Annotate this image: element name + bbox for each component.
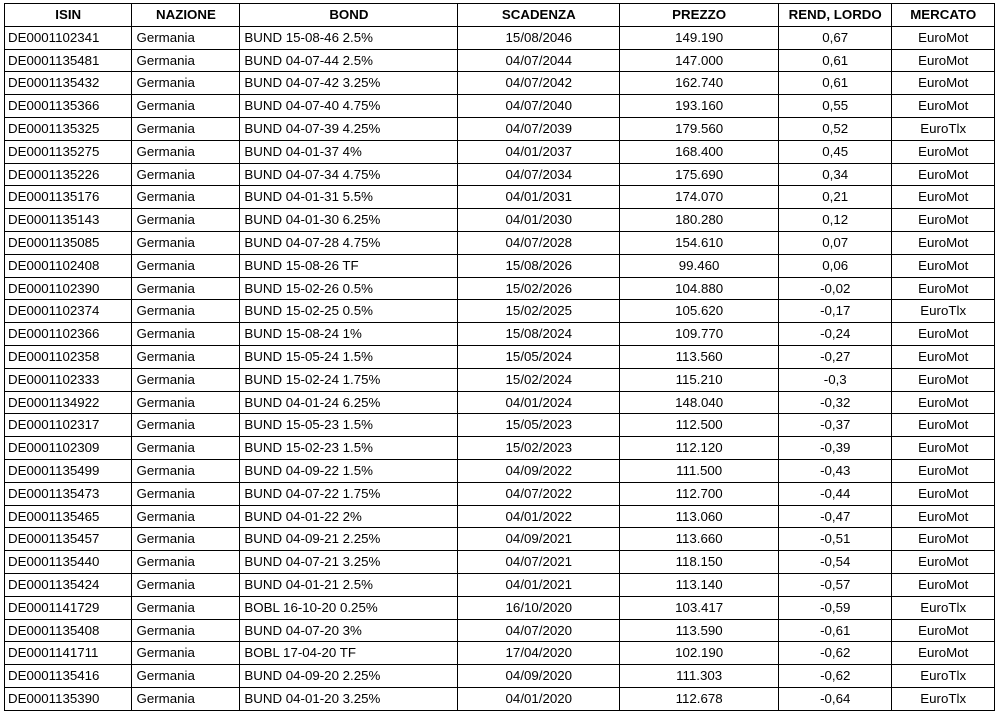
cell-prezzo[interactable]: 113.560	[620, 345, 779, 368]
cell-mercato[interactable]: EuroTlx	[892, 665, 995, 688]
cell-scadenza[interactable]: 15/08/2026	[458, 254, 620, 277]
cell-prezzo[interactable]: 149.190	[620, 26, 779, 49]
cell-prezzo[interactable]: 99.460	[620, 254, 779, 277]
cell-isin[interactable]: DE0001135432	[5, 72, 132, 95]
cell-prezzo[interactable]: 175.690	[620, 163, 779, 186]
table-row	[5, 596, 995, 619]
cell-bond[interactable]: BUND 04-01-31 5.5%	[240, 186, 458, 209]
cell-bond[interactable]: BUND 04-01-20 3.25%	[240, 687, 458, 710]
table-row	[5, 528, 995, 551]
table-row	[5, 117, 995, 140]
cell-prezzo[interactable]: 118.150	[620, 551, 779, 574]
cell-prezzo[interactable]: 179.560	[620, 117, 779, 140]
cell-nazione[interactable]: Germania	[132, 277, 240, 300]
cell-isin[interactable]: DE0001102333	[5, 368, 132, 391]
cell-prezzo[interactable]: 111.500	[620, 459, 779, 482]
cell-mercato[interactable]: EuroMot	[892, 368, 995, 391]
cell-nazione[interactable]: Germania	[132, 117, 240, 140]
cell-isin[interactable]: DE0001135275	[5, 140, 132, 163]
cell-nazione[interactable]: Germania	[132, 482, 240, 505]
cell-prezzo[interactable]: 113.590	[620, 619, 779, 642]
cell-prezzo[interactable]: 111.303	[620, 665, 779, 688]
cell-prezzo[interactable]: 193.160	[620, 95, 779, 118]
cell-scadenza[interactable]: 04/01/2022	[458, 505, 620, 528]
cell-rend[interactable]: 0,55	[779, 95, 892, 118]
cell-mercato[interactable]: EuroMot	[892, 26, 995, 49]
cell-rend[interactable]: -0,43	[779, 459, 892, 482]
table-row	[5, 619, 995, 642]
cell-isin[interactable]: DE0001102374	[5, 300, 132, 323]
cell-scadenza[interactable]: 04/07/2040	[458, 95, 620, 118]
cell-isin[interactable]: DE0001141711	[5, 642, 132, 665]
cell-rend[interactable]: -0,32	[779, 391, 892, 414]
cell-isin[interactable]: DE0001135366	[5, 95, 132, 118]
cell-scadenza[interactable]: 04/07/2039	[458, 117, 620, 140]
cell-prezzo[interactable]: 112.120	[620, 437, 779, 460]
cell-scadenza[interactable]: 15/02/2025	[458, 300, 620, 323]
cell-mercato[interactable]: EuroMot	[892, 459, 995, 482]
cell-rend[interactable]: -0,54	[779, 551, 892, 574]
cell-rend[interactable]: -0,57	[779, 573, 892, 596]
cell-nazione[interactable]: Germania	[132, 505, 240, 528]
table-row	[5, 551, 995, 574]
table-row	[5, 72, 995, 95]
cell-prezzo[interactable]: 113.140	[620, 573, 779, 596]
cell-mercato[interactable]: EuroMot	[892, 573, 995, 596]
cell-mercato[interactable]: EuroMot	[892, 186, 995, 209]
cell-scadenza[interactable]: 04/07/2034	[458, 163, 620, 186]
cell-isin[interactable]: DE0001135176	[5, 186, 132, 209]
cell-rend[interactable]: -0,17	[779, 300, 892, 323]
cell-scadenza[interactable]: 15/05/2024	[458, 345, 620, 368]
cell-isin[interactable]: DE0001135499	[5, 459, 132, 482]
table-row	[5, 209, 995, 232]
table-row	[5, 414, 995, 437]
cell-mercato[interactable]: EuroMot	[892, 345, 995, 368]
cell-isin[interactable]: DE0001135416	[5, 665, 132, 688]
cell-bond[interactable]: BUND 15-02-26 0.5%	[240, 277, 458, 300]
cell-scadenza[interactable]: 15/02/2026	[458, 277, 620, 300]
table-row	[5, 323, 995, 346]
cell-rend[interactable]: -0,62	[779, 642, 892, 665]
cell-rend[interactable]: -0,37	[779, 414, 892, 437]
cell-scadenza[interactable]: 04/01/2021	[458, 573, 620, 596]
cell-scadenza[interactable]: 15/08/2046	[458, 26, 620, 49]
cell-bond[interactable]: BUND 04-09-22 1.5%	[240, 459, 458, 482]
cell-bond[interactable]: BUND 04-01-24 6.25%	[240, 391, 458, 414]
cell-rend[interactable]: -0,59	[779, 596, 892, 619]
cell-scadenza[interactable]: 04/01/2037	[458, 140, 620, 163]
table-row	[5, 95, 995, 118]
cell-scadenza[interactable]: 04/01/2031	[458, 186, 620, 209]
cell-isin[interactable]: DE0001135226	[5, 163, 132, 186]
cell-scadenza[interactable]: 04/07/2020	[458, 619, 620, 642]
cell-isin[interactable]: DE0001102358	[5, 345, 132, 368]
header-rend-lordo: REND, LORDO	[779, 4, 892, 27]
cell-rend[interactable]: 0,67	[779, 26, 892, 49]
cell-rend[interactable]: -0,3	[779, 368, 892, 391]
cell-bond[interactable]: BUND 04-07-39 4.25%	[240, 117, 458, 140]
cell-nazione[interactable]: Germania	[132, 345, 240, 368]
cell-nazione[interactable]: Germania	[132, 687, 240, 710]
cell-isin[interactable]: DE0001102317	[5, 414, 132, 437]
cell-prezzo[interactable]: 112.678	[620, 687, 779, 710]
cell-bond[interactable]: BUND 15-02-24 1.75%	[240, 368, 458, 391]
cell-nazione[interactable]: Germania	[132, 573, 240, 596]
cell-prezzo[interactable]: 147.000	[620, 49, 779, 72]
cell-prezzo[interactable]: 115.210	[620, 368, 779, 391]
cell-nazione[interactable]: Germania	[132, 368, 240, 391]
cell-bond[interactable]: BOBL 17-04-20 TF	[240, 642, 458, 665]
header-prezzo: PREZZO	[620, 4, 779, 27]
cell-rend[interactable]: -0,64	[779, 687, 892, 710]
cell-nazione[interactable]: Germania	[132, 254, 240, 277]
cell-rend[interactable]: 0,61	[779, 49, 892, 72]
cell-rend[interactable]: 0,61	[779, 72, 892, 95]
cell-bond[interactable]: BUND 15-05-24 1.5%	[240, 345, 458, 368]
table-row	[5, 687, 995, 710]
cell-isin[interactable]: DE0001102390	[5, 277, 132, 300]
cell-scadenza[interactable]: 15/05/2023	[458, 414, 620, 437]
cell-nazione[interactable]: Germania	[132, 95, 240, 118]
cell-mercato[interactable]: EuroMot	[892, 414, 995, 437]
cell-isin[interactable]: DE0001135457	[5, 528, 132, 551]
cell-isin[interactable]: DE0001102366	[5, 323, 132, 346]
table-row	[5, 459, 995, 482]
cell-bond[interactable]: BUND 04-01-22 2%	[240, 505, 458, 528]
cell-bond[interactable]: BUND 04-07-44 2.5%	[240, 49, 458, 72]
cell-rend[interactable]: -0,62	[779, 665, 892, 688]
cell-nazione[interactable]: Germania	[132, 619, 240, 642]
cell-isin[interactable]: DE0001135408	[5, 619, 132, 642]
cell-rend[interactable]: 0,12	[779, 209, 892, 232]
cell-mercato[interactable]: EuroMot	[892, 323, 995, 346]
cell-isin[interactable]: DE0001141729	[5, 596, 132, 619]
cell-bond[interactable]: BUND 15-02-23 1.5%	[240, 437, 458, 460]
table-row	[5, 665, 995, 688]
table-row	[5, 482, 995, 505]
cell-bond[interactable]: BUND 15-08-46 2.5%	[240, 26, 458, 49]
cell-prezzo[interactable]: 180.280	[620, 209, 779, 232]
table-row	[5, 437, 995, 460]
table-body	[5, 26, 995, 710]
cell-prezzo[interactable]: 104.880	[620, 277, 779, 300]
cell-bond[interactable]: BUND 04-01-37 4%	[240, 140, 458, 163]
cell-mercato[interactable]: EuroTlx	[892, 687, 995, 710]
cell-scadenza[interactable]: 16/10/2020	[458, 596, 620, 619]
cell-prezzo[interactable]: 102.190	[620, 642, 779, 665]
cell-rend[interactable]: -0,39	[779, 437, 892, 460]
cell-bond[interactable]: BUND 04-07-21 3.25%	[240, 551, 458, 574]
cell-scadenza[interactable]: 04/07/2044	[458, 49, 620, 72]
table-row	[5, 642, 995, 665]
table-row	[5, 254, 995, 277]
cell-nazione[interactable]: Germania	[132, 596, 240, 619]
table-row	[5, 49, 995, 72]
cell-rend[interactable]: -0,47	[779, 505, 892, 528]
cell-scadenza[interactable]: 17/04/2020	[458, 642, 620, 665]
cell-prezzo[interactable]: 105.620	[620, 300, 779, 323]
header-mercato: MERCATO	[892, 4, 995, 27]
cell-isin[interactable]: DE0001102341	[5, 26, 132, 49]
cell-prezzo[interactable]: 112.500	[620, 414, 779, 437]
cell-prezzo[interactable]: 109.770	[620, 323, 779, 346]
cell-isin[interactable]: DE0001135085	[5, 231, 132, 254]
cell-nazione[interactable]: Germania	[132, 300, 240, 323]
cell-rend[interactable]: 0,45	[779, 140, 892, 163]
cell-isin[interactable]: DE0001102309	[5, 437, 132, 460]
cell-nazione[interactable]: Germania	[132, 186, 240, 209]
cell-bond[interactable]: BUND 04-01-21 2.5%	[240, 573, 458, 596]
cell-nazione[interactable]: Germania	[132, 528, 240, 551]
cell-nazione[interactable]: Germania	[132, 391, 240, 414]
cell-scadenza[interactable]: 15/08/2024	[458, 323, 620, 346]
table-row	[5, 505, 995, 528]
table-row	[5, 391, 995, 414]
cell-rend[interactable]: -0,02	[779, 277, 892, 300]
cell-mercato[interactable]: EuroMot	[892, 482, 995, 505]
cell-nazione[interactable]: Germania	[132, 323, 240, 346]
cell-bond[interactable]: BUND 04-07-34 4.75%	[240, 163, 458, 186]
cell-mercato[interactable]: EuroMot	[892, 642, 995, 665]
cell-isin[interactable]: DE0001134922	[5, 391, 132, 414]
cell-prezzo[interactable]: 174.070	[620, 186, 779, 209]
cell-isin[interactable]: DE0001135440	[5, 551, 132, 574]
cell-mercato[interactable]: EuroMot	[892, 163, 995, 186]
cell-nazione[interactable]: Germania	[132, 72, 240, 95]
cell-prezzo[interactable]: 148.040	[620, 391, 779, 414]
cell-rend[interactable]: -0,61	[779, 619, 892, 642]
cell-nazione[interactable]: Germania	[132, 26, 240, 49]
cell-rend[interactable]: 0,06	[779, 254, 892, 277]
cell-scadenza[interactable]: 04/01/2024	[458, 391, 620, 414]
header-nazione: NAZIONE	[132, 4, 240, 27]
cell-rend[interactable]: -0,44	[779, 482, 892, 505]
cell-mercato[interactable]: EuroMot	[892, 254, 995, 277]
header-bond: BOND	[240, 4, 458, 27]
cell-mercato[interactable]: EuroMot	[892, 95, 995, 118]
cell-mercato[interactable]: EuroMot	[892, 505, 995, 528]
cell-scadenza[interactable]: 15/02/2023	[458, 437, 620, 460]
table-row	[5, 368, 995, 391]
cell-isin[interactable]: DE0001135143	[5, 209, 132, 232]
cell-scadenza[interactable]: 04/01/2020	[458, 687, 620, 710]
cell-scadenza[interactable]: 04/07/2022	[458, 482, 620, 505]
cell-nazione[interactable]: Germania	[132, 49, 240, 72]
cell-prezzo[interactable]: 162.740	[620, 72, 779, 95]
cell-bond[interactable]: BUND 04-07-20 3%	[240, 619, 458, 642]
cell-mercato[interactable]: EuroMot	[892, 72, 995, 95]
cell-bond[interactable]: BUND 15-08-24 1%	[240, 323, 458, 346]
cell-bond[interactable]: BUND 15-08-26 TF	[240, 254, 458, 277]
cell-rend[interactable]: -0,51	[779, 528, 892, 551]
cell-bond[interactable]: BUND 04-07-40 4.75%	[240, 95, 458, 118]
cell-mercato[interactable]: EuroMot	[892, 551, 995, 574]
cell-rend[interactable]: -0,27	[779, 345, 892, 368]
cell-isin[interactable]: DE0001135325	[5, 117, 132, 140]
header-isin: ISIN	[5, 4, 132, 27]
cell-bond[interactable]: BUND 15-02-25 0.5%	[240, 300, 458, 323]
cell-prezzo[interactable]: 103.417	[620, 596, 779, 619]
cell-scadenza[interactable]: 04/09/2022	[458, 459, 620, 482]
cell-scadenza[interactable]: 04/09/2021	[458, 528, 620, 551]
cell-rend[interactable]: 0,07	[779, 231, 892, 254]
cell-bond[interactable]: BUND 04-09-20 2.25%	[240, 665, 458, 688]
cell-mercato[interactable]: EuroMot	[892, 49, 995, 72]
cell-bond[interactable]: BOBL 16-10-20 0.25%	[240, 596, 458, 619]
cell-scadenza[interactable]: 15/02/2024	[458, 368, 620, 391]
cell-rend[interactable]: 0,21	[779, 186, 892, 209]
table-row	[5, 186, 995, 209]
cell-nazione[interactable]: Germania	[132, 665, 240, 688]
cell-isin[interactable]: DE0001135473	[5, 482, 132, 505]
cell-scadenza[interactable]: 04/07/2021	[458, 551, 620, 574]
cell-isin[interactable]: DE0001102408	[5, 254, 132, 277]
bond-table	[4, 3, 995, 711]
cell-mercato[interactable]: EuroMot	[892, 437, 995, 460]
cell-rend[interactable]: 0,52	[779, 117, 892, 140]
table-row	[5, 573, 995, 596]
cell-nazione[interactable]: Germania	[132, 209, 240, 232]
table-row	[5, 231, 995, 254]
cell-scadenza[interactable]: 04/01/2030	[458, 209, 620, 232]
cell-bond[interactable]: BUND 04-01-30 6.25%	[240, 209, 458, 232]
cell-bond[interactable]: BUND 15-05-23 1.5%	[240, 414, 458, 437]
cell-prezzo[interactable]: 168.400	[620, 140, 779, 163]
cell-rend[interactable]: 0,34	[779, 163, 892, 186]
cell-mercato[interactable]: EuroMot	[892, 140, 995, 163]
cell-mercato[interactable]: EuroTlx	[892, 300, 995, 323]
cell-nazione[interactable]: Germania	[132, 414, 240, 437]
cell-mercato[interactable]: EuroMot	[892, 277, 995, 300]
cell-nazione[interactable]: Germania	[132, 163, 240, 186]
cell-bond[interactable]: BUND 04-07-28 4.75%	[240, 231, 458, 254]
cell-mercato[interactable]: EuroTlx	[892, 596, 995, 619]
cell-mercato[interactable]: EuroMot	[892, 231, 995, 254]
cell-scadenza[interactable]: 04/07/2028	[458, 231, 620, 254]
cell-mercato[interactable]: EuroMot	[892, 209, 995, 232]
cell-nazione[interactable]: Germania	[132, 459, 240, 482]
cell-isin[interactable]: DE0001135424	[5, 573, 132, 596]
cell-prezzo[interactable]: 113.660	[620, 528, 779, 551]
cell-rend[interactable]: -0,24	[779, 323, 892, 346]
cell-scadenza[interactable]: 04/07/2042	[458, 72, 620, 95]
cell-scadenza[interactable]: 04/09/2020	[458, 665, 620, 688]
cell-isin[interactable]: DE0001135390	[5, 687, 132, 710]
table-row	[5, 277, 995, 300]
cell-isin[interactable]: DE0001135465	[5, 505, 132, 528]
table-row	[5, 163, 995, 186]
cell-nazione[interactable]: Germania	[132, 551, 240, 574]
cell-prezzo[interactable]: 113.060	[620, 505, 779, 528]
cell-nazione[interactable]: Germania	[132, 437, 240, 460]
cell-nazione[interactable]: Germania	[132, 642, 240, 665]
table-row	[5, 300, 995, 323]
cell-mercato[interactable]: EuroTlx	[892, 117, 995, 140]
cell-mercato[interactable]: EuroMot	[892, 619, 995, 642]
table-row	[5, 345, 995, 368]
cell-bond[interactable]: BUND 04-09-21 2.25%	[240, 528, 458, 551]
cell-isin[interactable]: DE0001135481	[5, 49, 132, 72]
header-scadenza: SCADENZA	[458, 4, 620, 27]
header-row	[5, 4, 995, 27]
table-row	[5, 26, 995, 49]
cell-prezzo[interactable]: 154.610	[620, 231, 779, 254]
table-row	[5, 140, 995, 163]
cell-bond[interactable]: BUND 04-07-22 1.75%	[240, 482, 458, 505]
cell-mercato[interactable]: EuroMot	[892, 528, 995, 551]
cell-mercato[interactable]: EuroMot	[892, 391, 995, 414]
cell-nazione[interactable]: Germania	[132, 140, 240, 163]
cell-prezzo[interactable]: 112.700	[620, 482, 779, 505]
cell-nazione[interactable]: Germania	[132, 231, 240, 254]
cell-bond[interactable]: BUND 04-07-42 3.25%	[240, 72, 458, 95]
